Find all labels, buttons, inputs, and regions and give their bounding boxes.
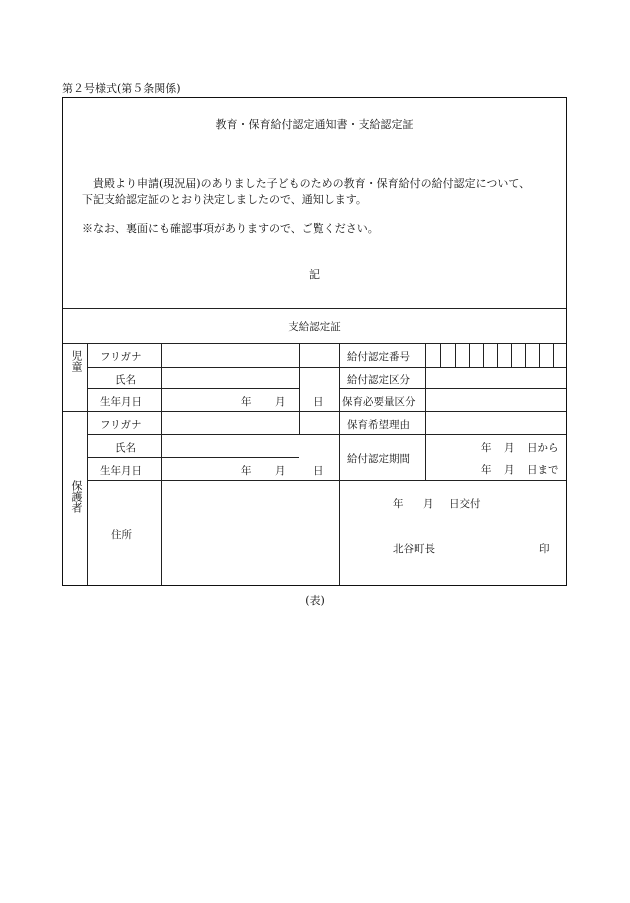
vline-right-values (425, 343, 426, 480)
guardian-section-label: 保護者 (70, 480, 83, 513)
notice-title: 教育・保育給付認定通知書・支給認定証 (215, 118, 414, 131)
cert-period-label: 給付認定期間 (347, 453, 410, 465)
divider-child-guardian (63, 411, 566, 412)
number-box-divider (539, 343, 540, 367)
divider-row2a (87, 388, 299, 389)
number-box-divider (483, 343, 484, 367)
notice-frame (62, 97, 567, 586)
guardian-birth-day: 日 (313, 465, 324, 477)
period-to-suffix: 日まで (527, 464, 559, 476)
certificate-title: 支給認定証 (288, 321, 341, 333)
care-need-label: 保育必要量区分 (342, 396, 416, 408)
divider-row4 (87, 434, 566, 435)
child-name-label: 氏名 (115, 374, 136, 386)
guardian-name-label: 氏名 (115, 442, 136, 454)
care-reason-label: 保育希望理由 (347, 419, 410, 431)
issue-year: 年 (393, 498, 404, 510)
notice-body (82, 176, 552, 208)
divider-row6 (87, 480, 566, 481)
guardian-birth-month: 月 (275, 465, 286, 477)
divider-cert-title (63, 343, 566, 344)
number-box-divider (469, 343, 470, 367)
notice-body-line1: 貴殿より申請(現況届)のありました子どものための教育・保育給付の給付認定について、 (93, 177, 531, 190)
cert-number-label: 給付認定番号 (347, 351, 410, 363)
period-to-month: 月 (504, 464, 515, 476)
child-birth-month: 月 (275, 396, 286, 408)
divider-row5 (87, 457, 299, 458)
form-number-label: 第２号様式(第５条関係) (62, 82, 181, 95)
child-section-label: 児童 (70, 350, 83, 372)
notice-body-line2: 下記支給認定証のとおり決定しましたので、通知します。 (82, 193, 367, 206)
page-side-caption: (表) (305, 594, 325, 607)
mayor-title: 北谷町長 (393, 543, 435, 555)
seal-mark: 印 (539, 543, 550, 555)
vline-right-block (339, 343, 340, 585)
issue-date-suffix: 日交付 (449, 498, 481, 510)
child-birthdate-label: 生年月日 (100, 396, 142, 408)
number-box-divider (440, 343, 441, 367)
period-to-year: 年 (481, 464, 492, 476)
vline-item-labels (161, 343, 162, 585)
notice-section (63, 98, 566, 308)
number-box-divider (511, 343, 512, 367)
guardian-furigana-label: フリガナ (100, 419, 142, 431)
notice-note: ※なお、裏面にも確認事項がありますので、ご覧ください。 (82, 222, 379, 235)
divider-row1 (87, 367, 566, 368)
period-from-year: 年 (481, 442, 492, 454)
vline-value-end (299, 343, 300, 434)
issue-month: 月 (423, 498, 434, 510)
cert-category-label: 給付認定区分 (347, 374, 410, 386)
number-box-divider (525, 343, 526, 367)
child-birth-year: 年 (241, 396, 252, 408)
notice-ki-mark: 記 (309, 268, 320, 281)
period-from-month: 月 (504, 442, 515, 454)
guardian-address-label: 住所 (111, 529, 132, 541)
child-furigana-label: フリガナ (100, 351, 142, 363)
number-box-divider (497, 343, 498, 367)
guardian-birth-year: 年 (241, 465, 252, 477)
child-birth-day: 日 (313, 396, 324, 408)
vline-section-labels (87, 343, 88, 585)
number-box-divider (553, 343, 554, 367)
period-from-suffix: 日から (527, 442, 559, 454)
divider-row2b (339, 388, 566, 389)
number-box-divider (455, 343, 456, 367)
divider-notice (63, 308, 566, 309)
guardian-birthdate-label: 生年月日 (100, 465, 142, 477)
